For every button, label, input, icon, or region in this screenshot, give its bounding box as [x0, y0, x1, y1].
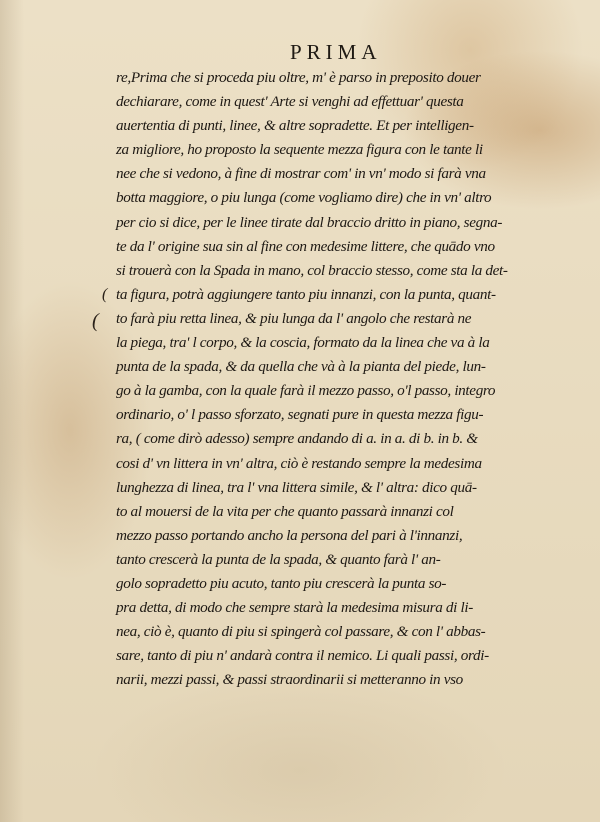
text-line: sare, tanto di piu n' andarà contra il nemico. Li quali passi, ordi-: [116, 647, 489, 665]
text-line: ra, ( come dirò adesso) sempre andando di a. in a. di b. in b. &: [116, 430, 478, 448]
text-line: lunghezza di linea, tra l' vna littera simile, & l' altra: dico quā-: [116, 478, 477, 496]
text-line: punta de la spada, & da quella che và à la pianta del piede, lun-: [116, 358, 486, 376]
text-line: to farà piu retta linea, & piu lunga da l' angolo che restarà ne: [116, 309, 472, 327]
page-gutter-shadow: [0, 0, 24, 822]
text-line: za migliore, ho proposto la sequente mezza figura con le tante li: [116, 141, 483, 159]
text-line: dechiarare, come in quest' Arte si venghi ad effettuar' questa: [116, 93, 464, 111]
text-line: nea, ciò è, quanto di piu si spingerà col passare, & con l' abbas-: [116, 623, 486, 641]
text-line: ta figura, potrà aggiungere tanto piu innanzi, con la punta, quant-: [116, 285, 496, 303]
marginal-mark: (: [102, 286, 108, 303]
text-line: ordinario, o' l passo sforzato, segnati pure in questa mezza figu-: [116, 406, 484, 424]
text-line: nee che si vedono, à fine di mostrar com' in vn' modo si farà vna: [116, 165, 486, 183]
text-line: auertentia di punti, linee, & altre sopradette. Et per intelligen-: [116, 117, 474, 135]
text-line: go à la gamba, con la quale farà il mezzo passo, o'l passo, integro: [116, 382, 496, 400]
text-line: re,Prima che si proceda piu oltre, m' è parso in preposito douer: [116, 69, 481, 86]
text-line: botta maggiore, o piu lunga (come vogliamo dire) che in vn' altro: [116, 189, 492, 207]
marginal-mark: (: [92, 310, 99, 332]
text-line: pra detta, di modo che sempre starà la medesima misura di li-: [116, 599, 473, 617]
text-line: te da l' origine sua sin al fine con medesime littere, che quādo vno: [116, 237, 495, 255]
running-head: PRIMA: [290, 40, 382, 64]
text-line: mezzo passo portando ancho la persona del pari à l'innanzi,: [116, 526, 463, 544]
text-line: golo sopradetto piu acuto, tanto piu crescerà la punta so-: [116, 574, 447, 592]
text-line: narii, mezzi passi, & passi straordinarii si metteranno in vso: [116, 671, 463, 689]
text-line: la piega, tra' l corpo, & la coscia, formato da la linea che va à la: [116, 334, 490, 352]
body-text: [116, 66, 546, 692]
text-line: to al mouersi de la vita per che quanto passarà innanzi col: [116, 502, 454, 520]
text-line: si trouerà con la Spada in mano, col braccio stesso, come sta la det-: [116, 261, 508, 279]
text-line: tanto crescerà la punta de la spada, & quanto farà l' an-: [116, 550, 441, 568]
text-line: per cio si dice, per le linee tirate dal braccio dritto in piano, segna-: [116, 213, 503, 231]
text-line: cosi d' vn littera in vn' altra, ciò è restando sempre la medesima: [116, 454, 482, 472]
